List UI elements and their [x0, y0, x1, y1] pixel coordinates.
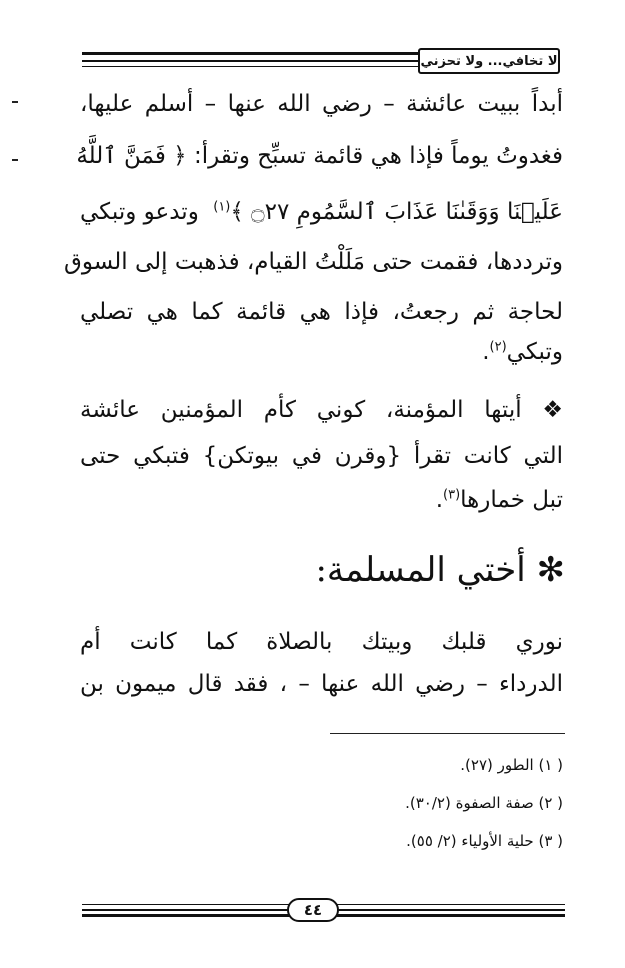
- body-line: الدرداء – رضي الله عنها – ، فقد قال ميمون بن: [80, 671, 563, 697]
- body-line: لحاجة ثم رجعتُ، فإذا هي قائمة كما هي تصلي: [80, 299, 563, 325]
- footnote-3: ( ٣) حلية الأولياء (٢/ ٥٥).: [406, 832, 563, 850]
- body-line: أبداً ببيت عائشة – رضي الله عنها – أسلم عليها،: [80, 91, 563, 117]
- margin-mark: [12, 101, 18, 103]
- margin-mark: [12, 159, 18, 161]
- trailing-dot: .: [482, 339, 490, 365]
- body-line-end: وتدعو وتبكي: [80, 199, 199, 225]
- page-number: ٤٤: [287, 898, 339, 922]
- header-rule-top: [82, 52, 418, 55]
- body-line: وترددها، فقمت حتى مَلَلْتُ القيام، فذهبت إلى السوق: [64, 249, 563, 275]
- body-line-quran: [80, 194, 563, 230]
- running-title: لا تخافي... ولا تحزني: [418, 48, 560, 74]
- quran-verse: عَلَيۡنَا وَوَقَىٰنَا عَذَابَ ٱلسَّمُومِ ۝٢٧ ﴾: [230, 199, 563, 225]
- footnote-ref-3: (٣): [443, 487, 461, 503]
- body-text: وتبكي: [506, 339, 563, 365]
- header-rule-bottom: [82, 66, 418, 67]
- body-text: تبل خمارها: [460, 487, 563, 513]
- trailing-dot: .: [435, 487, 444, 513]
- body-line: فغدوتُ يوماً فإذا هي قائمة تسبِّح وتقرأ: ﴿ فَمَنَّ ٱللَّهُ: [76, 143, 563, 169]
- body-line: التي كانت تقرأ {وقرن في بيوتكن} فتبكي حتى: [80, 443, 563, 469]
- body-line-last: [80, 482, 563, 518]
- body-line: نوري قلبك وبيتك بالصلاة كما كانت أم: [80, 629, 563, 655]
- section-subheading: ✻ أختي المسلمة:: [315, 550, 565, 590]
- footnote-ref-1: (١): [213, 199, 231, 215]
- body-line: ❖ أيتها المؤمنة، كوني كأم المؤمنين عائشة: [80, 397, 563, 423]
- header-rule-middle: [82, 60, 418, 62]
- footnote-1: ( ١) الطور (٢٧).: [460, 756, 563, 774]
- footnote-separator: [330, 733, 565, 734]
- footnote-2: ( ٢) صفة الصفوة (٣٠/٢).: [405, 794, 563, 812]
- body-line-last: [80, 334, 563, 370]
- footnote-ref-2: (٢): [489, 339, 507, 355]
